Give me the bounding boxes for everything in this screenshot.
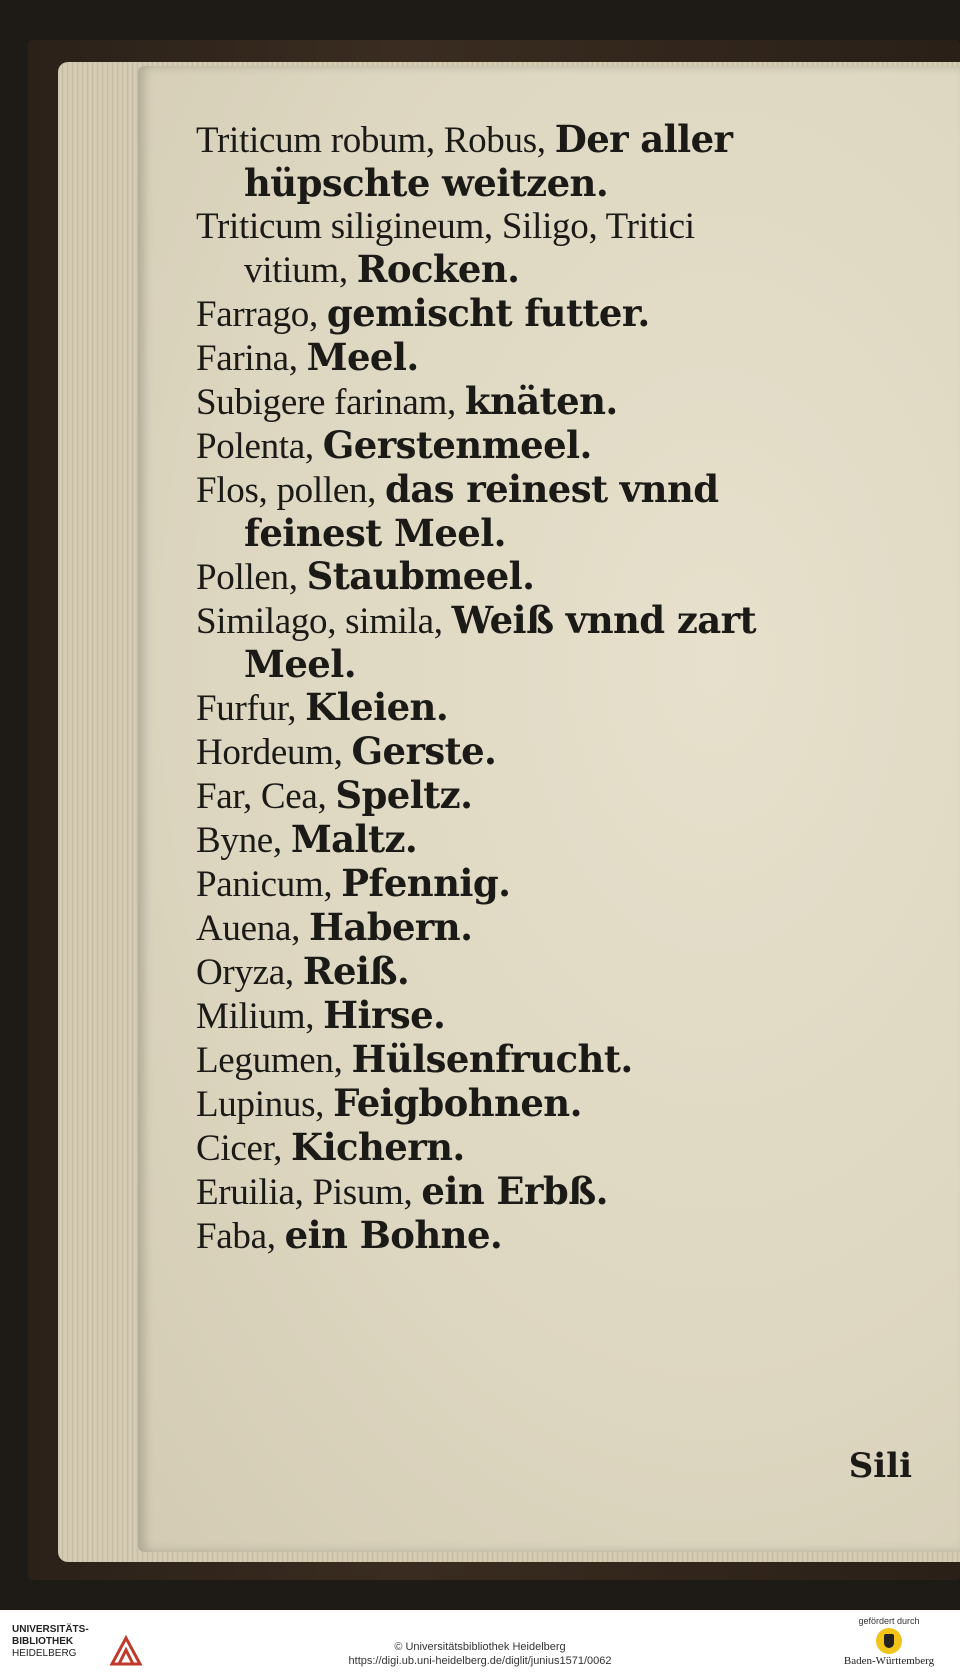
footer (0, 1610, 960, 1679)
glossary-entry (196, 555, 796, 599)
latin-term: Legumen, (196, 1040, 352, 1081)
library-name-line2: BIBLIOTHEK (12, 1636, 74, 1647)
glossary-entry (196, 862, 796, 906)
source-url[interactable]: https://digi.ub.uni-heidelberg.de/diglit/junius1571/0062 (348, 1655, 612, 1667)
library-name-line1: UNIVERSITÄTS- (12, 1624, 89, 1635)
german-translation: Pfennig. (341, 861, 511, 905)
german-translation: ein Erbß. (421, 1169, 608, 1213)
german-translation: Feigbohnen. (333, 1081, 582, 1125)
glossary-entry (196, 818, 796, 862)
latin-term: Far, Cea, (196, 776, 336, 817)
glossary-text (196, 118, 796, 1258)
latin-term: Furfur, (196, 688, 306, 729)
latin-term: Farina, (196, 338, 307, 379)
german-translation: Gerstenmeel. (322, 423, 592, 467)
sponsor-name: Baden-Württemberg (843, 1655, 935, 1667)
glossary-entry (196, 1126, 796, 1170)
sponsor (834, 1616, 944, 1667)
glossary-entry (196, 380, 796, 424)
glossary-entry (196, 1038, 796, 1082)
glossary-entry (196, 599, 796, 686)
catchword: Sili (848, 1446, 912, 1486)
glossary-entry (196, 205, 796, 292)
german-translation: Kichern. (291, 1125, 465, 1169)
library-name-line3: HEIDELBERG (12, 1648, 77, 1659)
glossary-entry (196, 1170, 796, 1214)
german-translation: Kleien. (305, 685, 449, 729)
german-translation: Rocken. (356, 247, 520, 291)
german-translation: Habern. (308, 905, 473, 949)
glossary-entry (196, 774, 796, 818)
copyright (0, 1640, 960, 1668)
latin-term: Lupinus, (196, 1084, 334, 1125)
glossary-entry (196, 686, 796, 730)
latin-term: Milium, (196, 996, 324, 1037)
latin-term: Triticum robum, Robus, (196, 120, 555, 161)
latin-term: Auena, (196, 908, 309, 949)
glossary-entry (196, 118, 796, 205)
latin-term: Flos, pollen, (196, 470, 386, 511)
latin-term: Panicum, (196, 864, 342, 905)
latin-term: Farrago, (196, 294, 327, 335)
german-translation: Maltz. (290, 817, 418, 861)
latin-term: Eruilia, Pisum, (196, 1172, 422, 1213)
latin-term: Similago, simila, (196, 601, 452, 642)
sponsor-label: gefördert durch (858, 1616, 920, 1626)
glossary-entry (196, 1082, 796, 1126)
latin-term: Byne, (196, 820, 291, 861)
latin-term: Polenta, (196, 426, 323, 467)
glossary-entry (196, 468, 796, 555)
german-translation: Meel. (306, 335, 419, 379)
glossary-entry (196, 336, 796, 380)
glossary-entry (196, 950, 796, 994)
german-translation: das reinest vnnd feinest Meel. (244, 467, 719, 555)
latin-term: Triticum siligineum, Siligo, Tritici vitium, (196, 206, 695, 291)
german-translation: Der aller hüpschte weitzen. (244, 117, 733, 205)
crest-icon (876, 1628, 902, 1654)
glossary-entry (196, 292, 796, 336)
latin-term: Pollen, (196, 557, 307, 598)
glossary-entry (196, 730, 796, 774)
latin-term: Subigere farinam, (196, 382, 465, 423)
german-translation: gemischt futter. (326, 291, 650, 335)
german-translation: Hülsenfrucht. (351, 1037, 633, 1081)
german-translation: Speltz. (335, 773, 473, 817)
latin-term: Oryza, (196, 952, 303, 993)
latin-term: Hordeum, (196, 732, 352, 773)
latin-term: Faba, (196, 1216, 285, 1257)
glossary-entry (196, 1214, 796, 1258)
german-translation: Gerste. (351, 729, 497, 773)
german-translation: ein Bohne. (284, 1213, 503, 1257)
glossary-entry (196, 994, 796, 1038)
glossary-entry (196, 906, 796, 950)
copyright-text: © Universitätsbibliothek Heidelberg (394, 1641, 566, 1653)
german-translation: Hirse. (323, 993, 446, 1037)
german-translation: Weiß vnnd zart Meel. (244, 598, 757, 686)
german-translation: Staubmeel. (306, 554, 535, 598)
latin-term: Cicer, (196, 1128, 292, 1169)
glossary-entry (196, 424, 796, 468)
german-translation: knäten. (464, 379, 618, 423)
german-translation: Reiß. (302, 949, 410, 993)
